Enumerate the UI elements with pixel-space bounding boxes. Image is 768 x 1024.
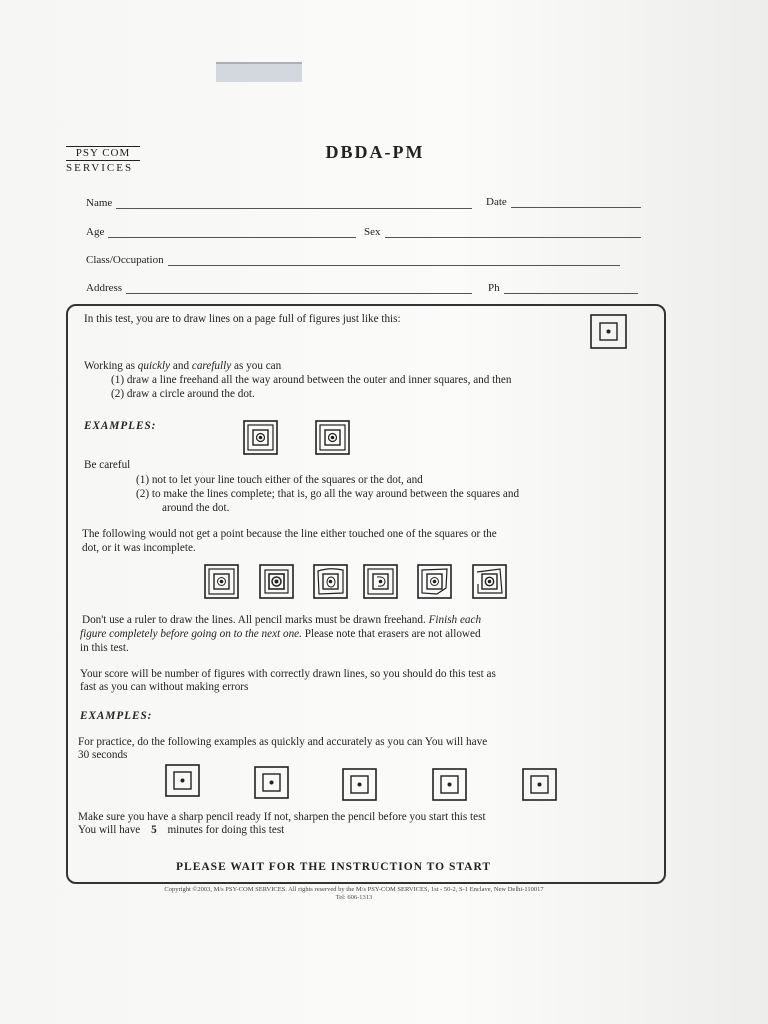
ruler-text-2b: Please note that erasers are not allowed [304,628,481,640]
minutes-number: 5 [151,824,157,836]
incorrect-figure-4 [363,564,399,600]
score-text-2: fast as you can without making errors [80,681,249,693]
pencil-text-2 [78,824,284,838]
practice-figure-3[interactable] [342,768,378,802]
ruler-text-2 [80,628,481,642]
ruler-text-2a: figure completely before going on to the next one. [80,628,302,640]
intro-text: In this test, you are to draw lines on a page full of figures just like this: [84,313,401,325]
copyright-line-2: Tel: 606-1313 [335,894,373,901]
examples-heading-2: EXAMPLES: [80,710,153,722]
pencil-text-2b: minutes for doing this test [167,824,285,836]
no-point-text-2: dot, or it was incomplete. [82,542,196,554]
incorrect-figure-6 [472,564,508,600]
address-field[interactable] [86,282,472,294]
sample-figure [590,314,628,350]
quickly-text: quickly [137,360,171,372]
careful-item-2: (2) to make the lines complete; that is, go all the way around between the squares and [136,488,520,500]
ruler-text-3: in this test. [80,642,129,654]
date-field[interactable] [486,196,641,208]
incorrect-figure-5 [417,564,453,600]
practice-text-1: For practice, do the following examples as quickly and accurately as you can You will have [78,736,488,748]
pencil-text-1: Make sure you have a sharp pencil ready If not, sharpen the pencil before you start this test [78,811,486,823]
be-careful-text: Be careful [84,459,131,471]
practice-figure-1[interactable] [165,764,201,798]
tape-strip [216,62,302,82]
phone-label: Ph [488,282,500,294]
incorrect-figure-3 [313,564,349,600]
psycom-logo [66,146,140,174]
name-field[interactable] [86,197,472,209]
phone-field[interactable] [488,282,638,294]
class-occupation-label: Class/Occupation [86,254,164,266]
ruler-text-1 [82,614,481,628]
sex-field[interactable] [364,226,641,238]
step-2: (2) draw a circle around the dot. [111,388,255,400]
working-text-1: Working as [84,360,135,372]
sex-label: Sex [364,226,381,238]
class-occupation-field[interactable] [86,254,620,266]
working-text-3: as you can [234,360,282,372]
ruler-text-1b: Finish each [428,614,482,626]
pencil-text-2a: You will have [78,824,141,836]
copyright-line-1: Copyright ©2003, M/s PSY-COM SERVICES. All rights reserved by the M/s PSY-COM SERVICES, 1st - 50-2, S-1 Enclave, New Delhi-110017 [164,886,544,893]
age-field[interactable] [86,226,356,238]
name-label: Name [86,197,113,209]
form-title: DBDA-PM [325,142,425,162]
ruler-text-1a: Don't use a ruler to draw the lines. All pencil marks must be drawn freehand. [82,614,426,626]
carefully-text: carefully [191,360,232,372]
example-figure-1 [243,420,279,456]
copyright-footer [64,886,644,902]
no-point-text-1: The following would not get a point because the line either touched one of the squares or the [82,528,497,540]
incorrect-figure-2 [259,564,295,600]
careful-item-2-cont: around the dot. [162,502,230,514]
practice-text-2: 30 seconds [78,749,128,761]
wait-banner: PLEASE WAIT FOR THE INSTRUCTION TO START [176,861,492,873]
example-figure-2 [315,420,351,456]
careful-item-1: (1) not to let your line touch either of the squares or the dot, and [136,474,423,486]
address-label: Address [86,282,123,294]
working-text-2: and [172,360,190,372]
working-text [84,360,281,374]
practice-figure-4[interactable] [432,768,468,802]
practice-figure-2[interactable] [254,766,290,800]
date-label: Date [486,196,507,208]
age-label: Age [86,226,105,238]
logo-top-text: PSY COM [66,146,140,161]
score-text-1: Your score will be number of figures with correctly drawn lines, so you should do this test as [80,668,496,680]
incorrect-figure-1 [204,564,240,600]
step-1: (1) draw a line freehand all the way around between the outer and inner squares, and then [111,374,512,386]
practice-figure-5[interactable] [522,768,558,802]
logo-bottom-text: SERVICES [66,162,134,174]
examples-heading: EXAMPLES: [84,420,157,432]
